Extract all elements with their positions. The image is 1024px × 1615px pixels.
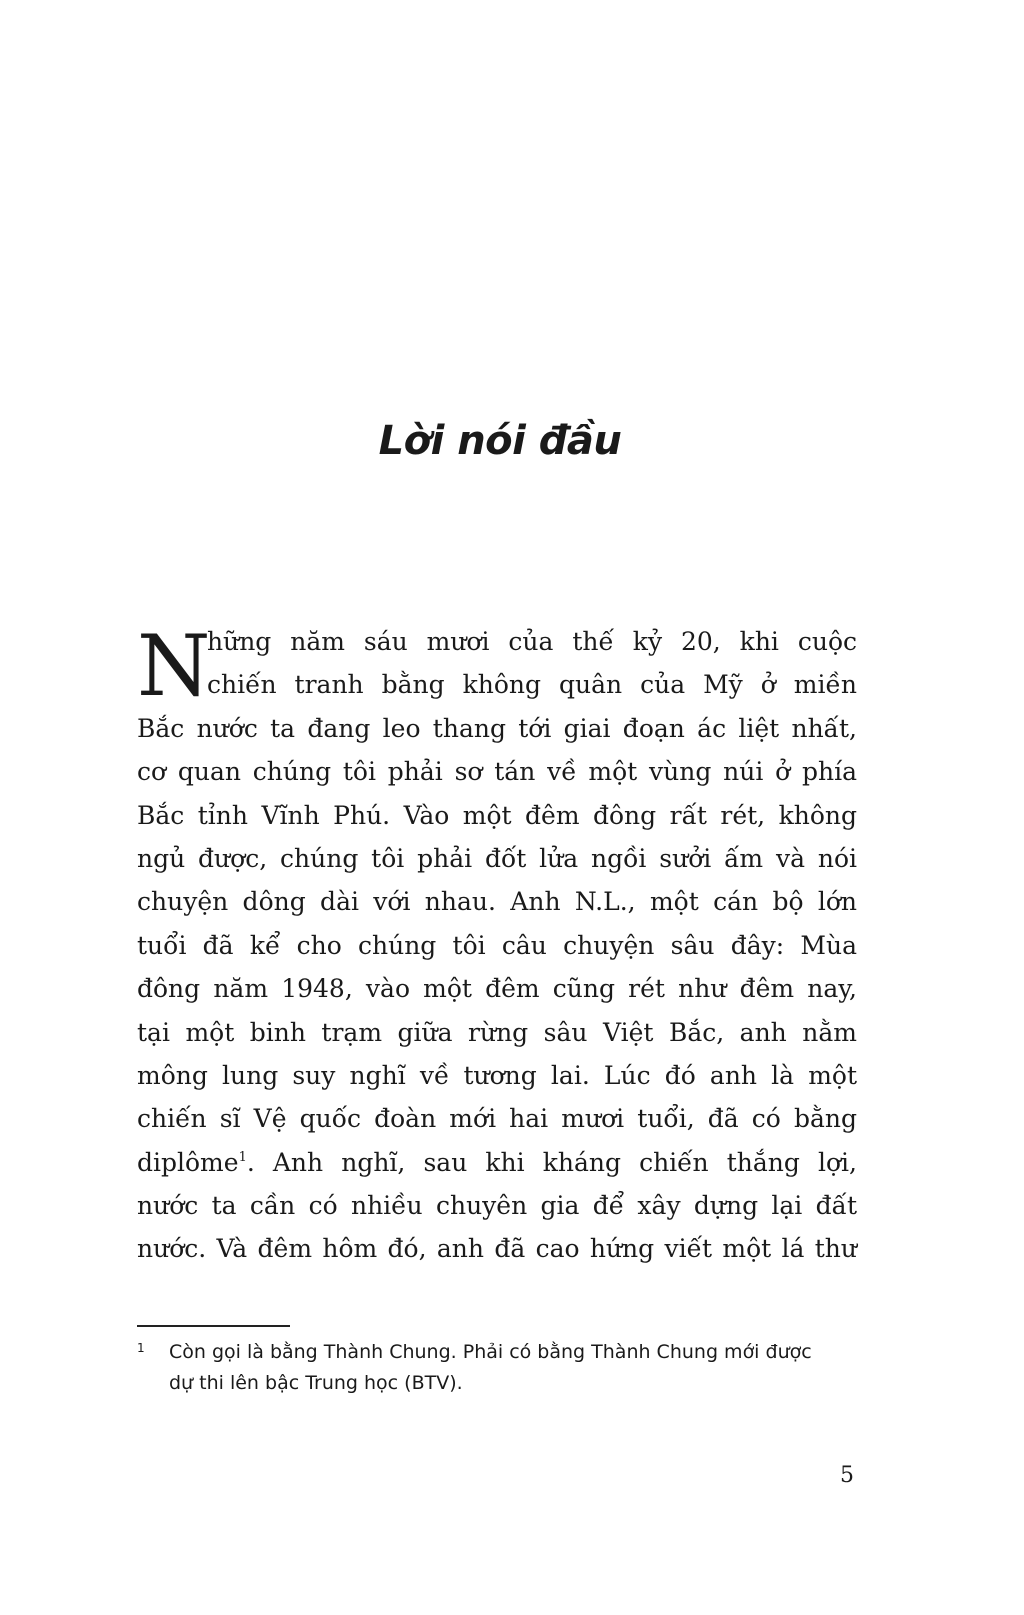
text-line: đông năm 1948, vào một đêm cũng rét như đêm nay,	[137, 974, 857, 1004]
drop-cap: N	[137, 617, 211, 715]
text-line: chuyện dông dài với nhau. Anh N.L., một cán bộ lớn	[137, 887, 857, 917]
footnote-number: 1	[137, 1341, 145, 1355]
text-line	[137, 1141, 857, 1184]
footnote	[137, 1337, 857, 1399]
text-span: . Anh nghĩ, sau khi kháng chiến thắng lợi,	[246, 1147, 857, 1177]
text-line: ngủ được, chúng tôi phải đốt lửa ngồi sưởi ấm và nói	[137, 843, 857, 873]
text-span: diplôme	[137, 1147, 239, 1177]
body-text	[137, 617, 857, 1271]
text-line: tại một binh trạm giữa rừng sâu Việt Bắc, anh nằm	[137, 1017, 857, 1047]
footnote-divider	[137, 1325, 290, 1327]
text-line: nước. Và đêm hôm đó, anh đã cao hứng viết một lá thư	[137, 1234, 857, 1264]
text-line: chiến sĩ Vệ quốc đoàn mới hai mươi tuổi, đã có bằng	[137, 1104, 857, 1134]
footnote-line: dự thi lên bậc Trung học (BTV).	[169, 1372, 463, 1394]
chapter-title: Lời nói đầu	[378, 418, 622, 464]
text-line: hững năm sáu mươi của thế kỷ 20, khi cuộc	[207, 627, 857, 656]
footnote-line: Còn gọi là bằng Thành Chung. Phải có bằng Thành Chung mới được	[169, 1341, 812, 1363]
text-line: cơ quan chúng tôi phải sơ tán về một vùng núi ở phía	[137, 757, 857, 787]
text-line: chiến tranh bằng không quân của Mỹ ở miền	[207, 670, 857, 700]
text-line: Bắc nước ta đang leo thang tới giai đoạn ác liệt nhất,	[137, 713, 857, 743]
text-line: nước ta cần có nhiều chuyên gia để xây dựng lại đất	[137, 1191, 857, 1221]
text-line: Bắc tỉnh Vĩnh Phú. Vào một đêm đông rất rét, không	[137, 800, 857, 830]
footnote-ref[interactable]: 1	[238, 1149, 247, 1165]
text-line: mông lung suy nghĩ về tương lai. Lúc đó anh là một	[137, 1060, 857, 1090]
text-line: tuổi đã kể cho chúng tôi câu chuyện sâu đây: Mùa	[137, 930, 857, 960]
page-number: 5	[840, 1463, 854, 1488]
